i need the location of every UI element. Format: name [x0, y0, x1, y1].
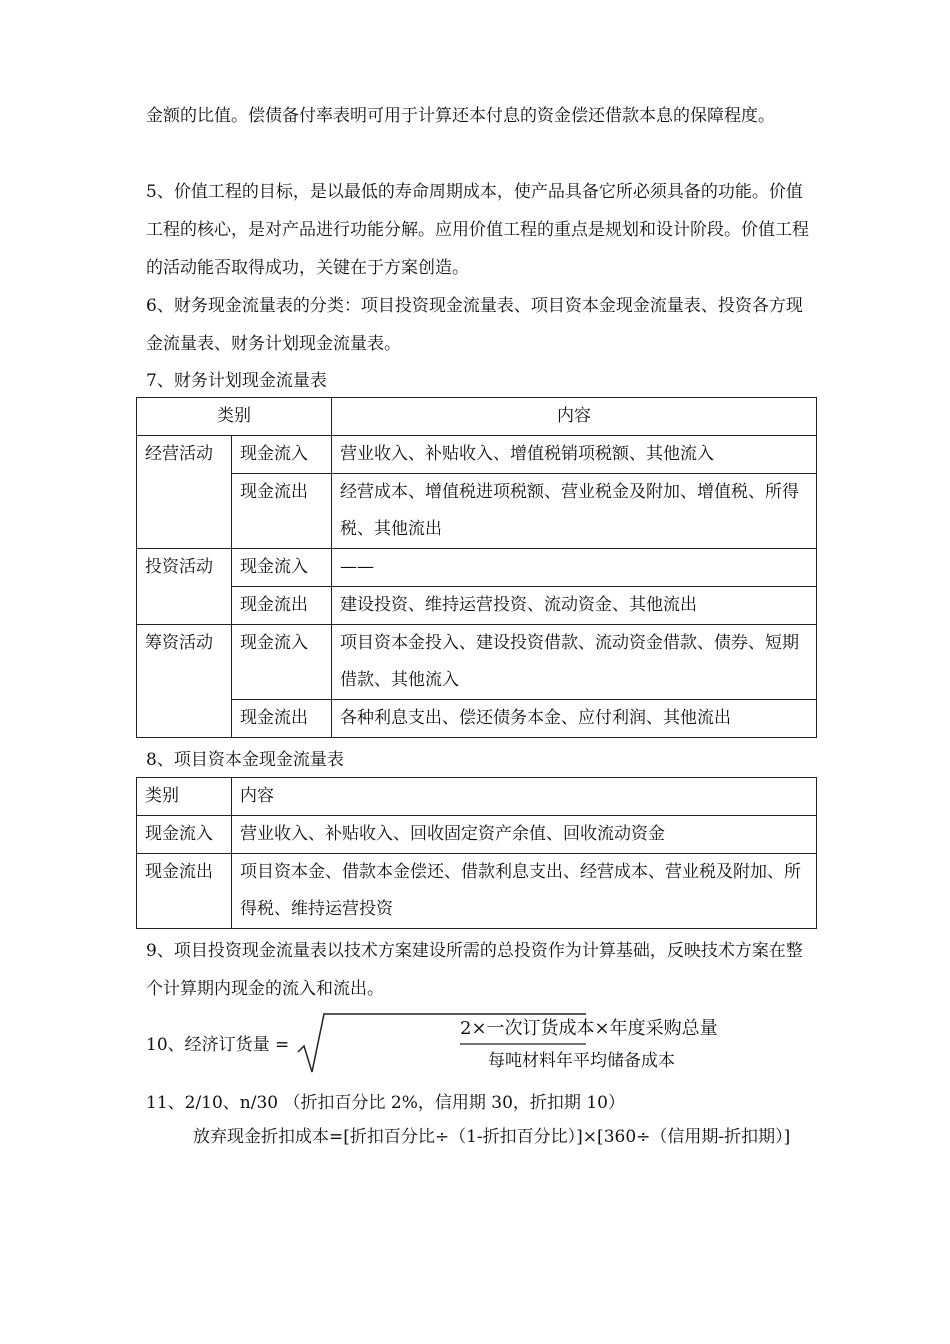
- table-header-category: 类别: [137, 778, 232, 816]
- table-cell-flow-type: 现金流出: [232, 474, 332, 549]
- table-row: [137, 398, 817, 436]
- heading-8: 8、项目资本金现金流量表: [146, 750, 344, 770]
- table-row: [137, 436, 817, 474]
- table-header-content: 内容: [332, 398, 817, 436]
- table-cell-content: 各种利息支出、偿还债务本金、应付利润、其他流出: [332, 700, 817, 738]
- table-row: [137, 854, 817, 929]
- paragraph-9: 9、项目投资现金流量表以技术方案建设所需的总投资作为计算基础，反映技术方案在整个计算期内现金的流入和流出。: [146, 941, 803, 999]
- table-cell-content: 营业收入、补贴收入、增值税销项税额、其他流入: [332, 436, 817, 474]
- table-row: [137, 587, 817, 625]
- table-row: [137, 700, 817, 738]
- table-cell-flow-type: 现金流出: [232, 587, 332, 625]
- formula-denominator: 每吨材料年平均储备成本: [488, 1051, 675, 1071]
- table-row: [137, 816, 817, 854]
- table-cell-content: 经营成本、增值税进项税额、营业税金及附加、增值税、所得税、其他流出: [332, 474, 817, 549]
- table-cell-content: 项目资本金、借款本金偿还、借款利息支出、经营成本、营业税及附加、所得税、维持运营投资: [232, 854, 817, 929]
- table-row: [137, 549, 817, 587]
- table-capital-cash-flow: [136, 777, 817, 929]
- table-cell-flow-type: 现金流入: [232, 549, 332, 587]
- paragraph-11: 11、2/10、n/30 （折扣百分比 2%，信用期 30，折扣期 10）: [146, 1093, 625, 1113]
- table-header-content: 内容: [232, 778, 817, 816]
- paragraph-intro: 金额的比值。偿债备付率表明可用于计算还本付息的资金偿还借款本息的保障程度。: [146, 106, 775, 126]
- table-row: [137, 778, 817, 816]
- heading-7: 7、财务计划现金流量表: [146, 371, 327, 391]
- table-financial-plan-cash-flow: [136, 397, 817, 738]
- table-cell-flow-type: 现金流出: [232, 700, 332, 738]
- table-cell-activity: 经营活动: [137, 436, 232, 549]
- table-cell-flow-type: 现金流入: [232, 625, 332, 700]
- table-cell-content: 项目资本金投入、建设投资借款、流动资金借款、债券、短期借款、其他流入: [332, 625, 817, 700]
- formula-numerator: 2×一次订货成本×年度采购总量: [460, 1018, 718, 1039]
- table-cell-content: ——: [332, 549, 817, 587]
- table-cell-content: 建设投资、维持运营投资、流动资金、其他流出: [332, 587, 817, 625]
- paragraph-6: 6、财务现金流量表的分类：项目投资现金流量表、项目资本金现金流量表、投资各方现金流量表、财务计划现金流量表。: [146, 296, 803, 354]
- table-cell-flow-type: 现金流入: [137, 816, 232, 854]
- paragraph-5: 5、价值工程的目标，是以最低的寿命周期成本，使产品具备它所必须具备的功能。价值工程的核心，是对产品进行功能分解。应用价值工程的重点是规划和设计阶段。价值工程的活动能否取得成功，关键在于方案创造。: [146, 182, 809, 278]
- table-cell-content: 营业收入、补贴收入、回收固定资产余值、回收流动资金: [232, 816, 817, 854]
- table-cell-flow-type: 现金流入: [232, 436, 332, 474]
- table-header-category: 类别: [137, 398, 332, 436]
- formula-cash-discount-cost: 放弃现金折扣成本=[折扣百分比÷（1-折扣百分比）]×[360÷（信用期-折扣期）]: [193, 1127, 791, 1147]
- table-row: [137, 625, 817, 700]
- table-cell-flow-type: 现金流出: [137, 854, 232, 929]
- table-row: [137, 474, 817, 549]
- table-cell-activity: 投资活动: [137, 549, 232, 625]
- formula-label: 10、经济订货量 =: [146, 1035, 290, 1055]
- table-cell-activity: 筹资活动: [137, 625, 232, 738]
